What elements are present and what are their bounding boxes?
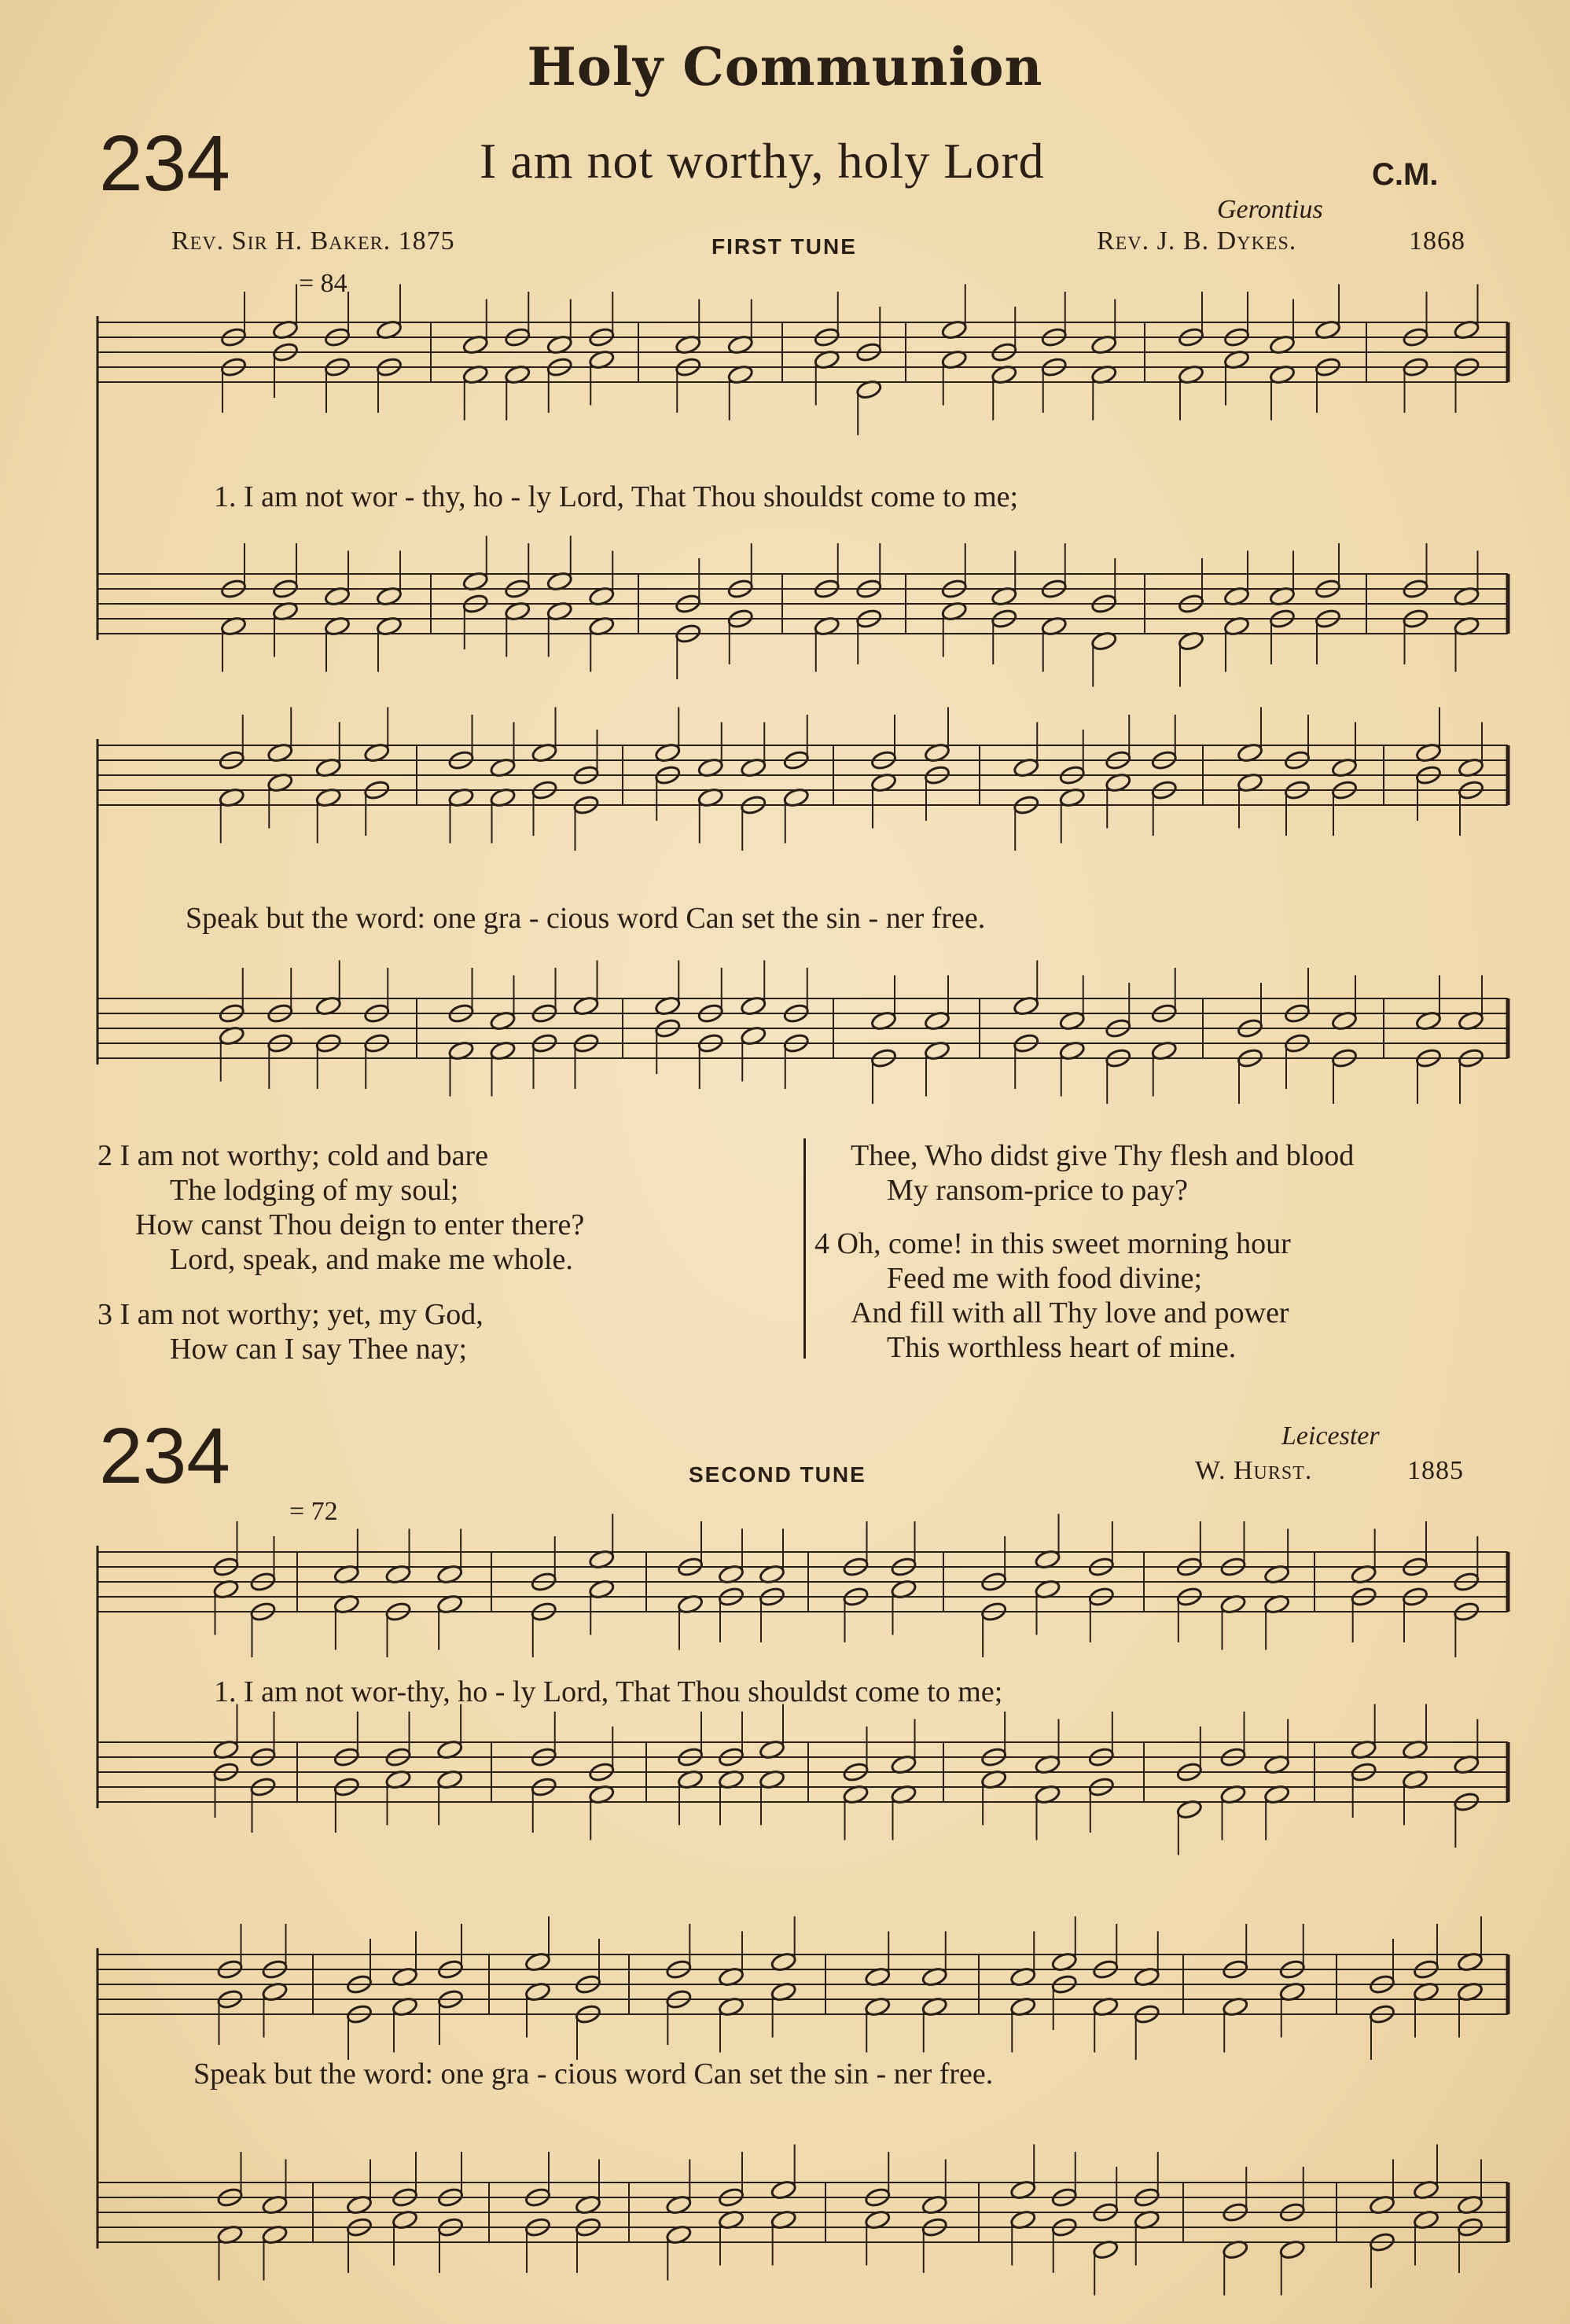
composer-credit-first: Rev. J. B. Dykes. [1097,226,1297,256]
tune-label-first: FIRST TUNE [711,234,857,259]
verse-4-line-1: 4 Oh, come! in this sweet morning hour [814,1227,1291,1260]
section-title: Holy Communion [527,36,1043,97]
verse-3-start [97,1297,484,1366]
verse-3-line-4: My ransom-price to pay? [887,1174,1189,1207]
verse-4-line-3: And fill with all Thy love and power [851,1296,1289,1329]
verse-2-line-2: The lodging of my soul; [170,1174,459,1207]
lyric-line-second-2: Speak but the word: one gra - cious word Can set the sin - ner free. [193,2057,994,2090]
verse-2-line-1: 2 I am not worthy; cold and bare [97,1139,489,1172]
hymn-number-second: 234 [99,1412,230,1500]
composer-year-second: 1885 [1407,1456,1464,1485]
tempo-mark-second: = 72 [289,1497,338,1526]
verse-3-line-3: Thee, Who didst give Thy flesh and blood [851,1139,1355,1172]
verse-4 [814,1226,1291,1365]
verse-divider [803,1138,806,1359]
tune-name-first: Gerontius [1217,195,1323,224]
verse-2 [97,1138,584,1277]
hymn-number-first: 234 [99,120,230,208]
composer-credit-second: W. Hurst. [1195,1456,1313,1485]
composer-year-first: 1868 [1409,226,1465,256]
tune-label-second: SECOND TUNE [689,1462,866,1487]
hymn-title: I am not worthy, holy Lord [480,133,1045,189]
verse-3-end [851,1138,1354,1208]
hymn-meter: C.M. [1372,157,1439,192]
lyric-line-first-2: Speak but the word: one gra - cious word Can set the sin - ner free. [186,902,986,935]
tune-name-second: Leicester [1281,1421,1380,1451]
verse-2-line-4: Lord, speak, and make me whole. [170,1243,573,1276]
verse-3-line-1: 3 I am not worthy; yet, my God, [97,1298,484,1331]
lyric-line-second-1: 1. I am not wor-thy, ho - ly Lord, That Thou shouldst come to me; [214,1675,1003,1708]
verse-2-line-3: How canst Thou deign to enter there? [135,1208,585,1241]
tempo-mark-first: = 84 [299,269,347,298]
lyric-line-first-1: 1. I am not wor - thy, ho - ly Lord, That Thou shouldst come to me; [214,480,1019,513]
verse-3-line-2: How can I say Thee nay; [170,1333,468,1366]
verse-4-line-2: Feed me with food divine; [887,1262,1203,1295]
author-credit: Rev. Sir H. Baker. 1875 [171,226,455,256]
verse-4-line-4: This worthless heart of mine. [887,1331,1237,1364]
